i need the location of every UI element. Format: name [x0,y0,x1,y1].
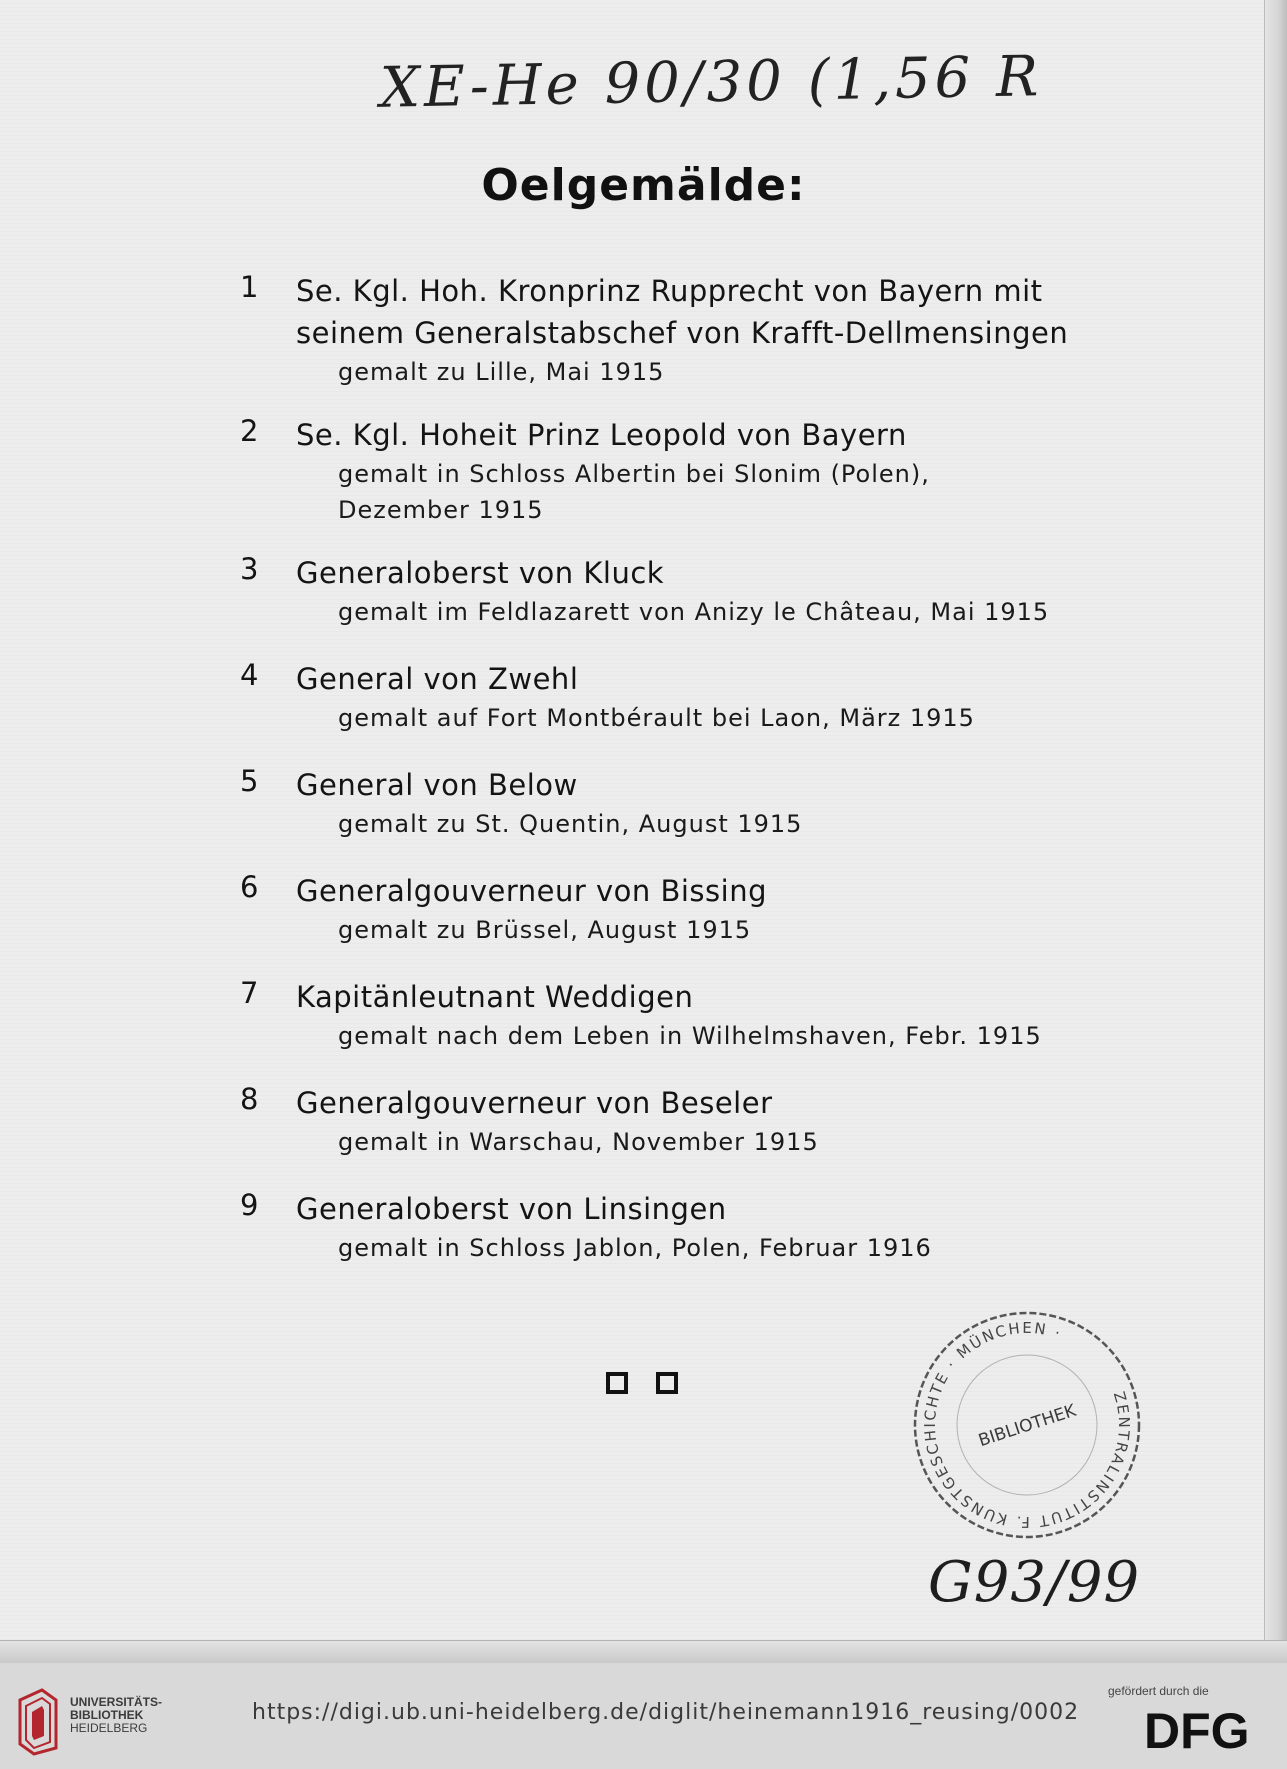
library-line: UNIVERSITÄTS- [70,1695,163,1709]
dfg-logo[interactable]: DFG [1144,1703,1250,1759]
funding-caption: gefördert durch die [1108,1684,1209,1698]
entry-number: 7 [240,976,259,1010]
list-item [240,1082,1120,1160]
ub-heidelberg-logo-text [70,1696,162,1735]
stamp-center-text: BIBLIOTHEK [976,1400,1079,1452]
footer-bar [0,1676,1287,1769]
entry-title: Kapitänleutnant Weddigen [296,980,694,1014]
library-line: BIBLIOTHEK [70,1708,144,1722]
entry-note: gemalt nach dem Leben in Wilhelmshaven, Febr. 1915 [338,1022,1042,1050]
document-url[interactable]: https://digi.ub.uni-heidelberg.de/diglit/heinemann1916_reusing/0002 [252,1700,1080,1725]
entry-number: 1 [240,270,259,304]
entry-number: 5 [240,764,259,798]
entry-title: Se. Kgl. Hoheit Prinz Leopold von Bayern [296,418,907,452]
ub-heidelberg-logo-icon[interactable] [14,1686,60,1756]
entry-number: 4 [240,658,259,692]
entry-note: gemalt im Feldlazarett von Anizy le Château, Mai 1915 [338,598,1050,626]
library-line: HEIDELBERG [70,1721,148,1735]
entry-note: gemalt zu Brüssel, August 1915 [338,916,752,944]
square-ornament [606,1372,628,1394]
entry-note: gemalt in Warschau, November 1915 [338,1128,819,1156]
entry-title: Generalgouverneur von Beseler [296,1086,773,1120]
page-edge [0,1640,1287,1663]
handwritten-shelfmark: XE-He 90/30 (1,56 R [379,44,1043,121]
ornament-squares [606,1372,678,1394]
entry-number: 2 [240,414,259,448]
list-item [240,414,1120,528]
entry-note: gemalt in Schloss Jablon, Polen, Februar 1916 [338,1234,932,1262]
handwritten-inventory-number: G93/99 [928,1550,1141,1615]
list-item [240,658,1120,736]
page-edge [1264,0,1287,1660]
entry-number: 3 [240,552,259,586]
entry-title: Generaloberst von Linsingen [296,1192,727,1226]
stamp-ring-text: ZENTRALINSTITUT F. KUNSTGESCHICHTE · MÜNCHEN · [920,1318,1134,1532]
list-item [240,870,1120,948]
entry-note: gemalt zu Lille, Mai 1915 [338,358,665,386]
entry-title: General von Below [296,768,578,802]
entry-title: General von Zwehl [296,662,579,696]
entry-note: gemalt auf Fort Montbérault bei Laon, März 1915 [338,704,975,732]
entry-title: Generalgouverneur von Bissing [296,874,767,908]
entry-number: 9 [240,1188,259,1222]
list-item [240,764,1120,842]
paintings-list [240,270,1120,1266]
list-item [240,552,1120,630]
entry-title: Se. Kgl. Hoh. Kronprinz Rupprecht von Bayern mit seinem Generalstabschef von Krafft-Dellmensingen [296,274,1069,350]
square-ornament [656,1372,678,1394]
entry-note: gemalt zu St. Quentin, August 1915 [338,810,803,838]
page-title: Oelgemälde: [481,160,806,211]
list-item [240,1188,1120,1266]
list-item [240,976,1120,1054]
entry-note: gemalt in Schloss Albertin bei Slonim (Polen), Dezember 1915 [338,460,930,524]
entry-number: 6 [240,870,259,904]
entry-number: 8 [240,1082,259,1116]
library-stamp [902,1300,1152,1550]
entry-title: Generaloberst von Kluck [296,556,665,590]
list-item [240,270,1120,390]
